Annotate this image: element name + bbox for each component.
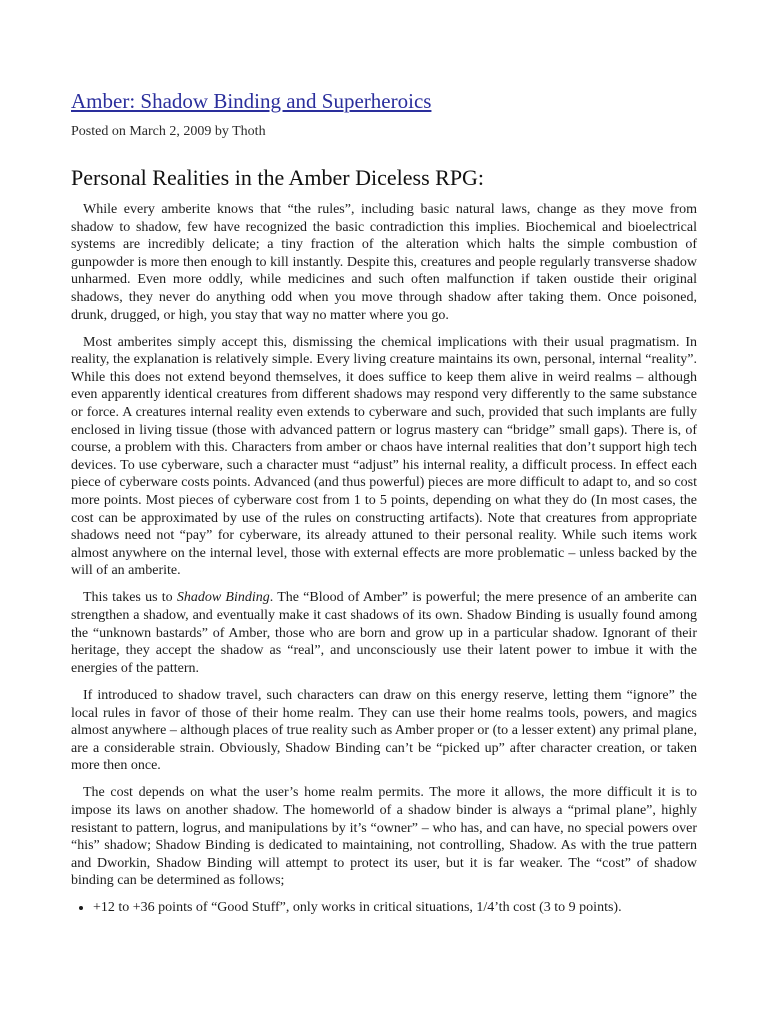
post-title-link[interactable]: Amber: Shadow Binding and Superheroics xyxy=(71,89,432,113)
paragraph-3-rest: . The “Blood of Amber” is powerful; the mere presence of an amberite can strengthen a shadow, and eventually make it cast shadows of its own. Shadow Binding is usually found among the “unknown bastards” of Amber, those who are born and grow up in a particular shadow. Ignorant of their heritage, they accept the shadow as “real”, and unconsciously use their latent power to imbue it with the energies of the pattern. xyxy=(71,590,698,676)
shadow-binding-term: Shadow Binding xyxy=(176,590,270,606)
list-item: • +12 to +36 points of “Good Stuff”, only works in critical situations, 1/4’th cost (3 to 9 points). xyxy=(93,899,697,917)
paragraph-3-start: This takes us to xyxy=(83,590,177,606)
cost-list xyxy=(71,899,697,917)
paragraph-4: If introduced to shadow travel, such characters can draw on this energy reserve, letting them “ignore” the local rules in favor of those of their home realm. They can use their home realms tools, powers, and magics almost anywhere – although places of true reality such as Amber proper or (to a lesser extent) any primal plane, are a considerable strain. Obviously, Shadow Binding can’t be “picked up” after character creation, or taken more then once. xyxy=(71,687,697,774)
post-title xyxy=(71,86,697,116)
section-heading: Personal Realities in the Amber Diceless RPG: xyxy=(71,165,485,190)
paragraph-3 xyxy=(71,589,697,677)
article-body xyxy=(71,201,697,917)
paragraph-1: While every amberite knows that “the rules”, including basic natural laws, change as they move from shadow to shadow, few have recognized the basic contradiction this implies. Biochemical and bioelectrical systems are incredibly delicate; a tiny fraction of the alteration which halts the simple combustion of gunpowder is more then enough to kill instantly. Despite this, creatures and people regularly transverse shadow unharmed. Even more oddly, while medicines and such often malfunction if taken oustide their original shadows, they never do anything odd when you move through shadow after taking them. Once poisoned, drunk, drugged, or high, you stay that way no matter where you go. xyxy=(71,202,697,323)
post-meta: Posted on March 2, 2009 by Thoth xyxy=(71,124,266,139)
paragraph-5: The cost depends on what the user’s home realm permits. The more it allows, the more difficult it is to impose its laws on another shadow. The homeworld of a shadow binder is always a “primal plane”, highly resistant to pattern, logrus, and manipulations by it’s “owner” – who has, and can have, no special powers over “his” shadow; Shadow Binding is dedicated to maintaining, not controlling, Shadow. As with the true pattern and Dworkin, Shadow Binding will attempt to protect its user, but it is far weaker. The “cost” of shadow binding can be determined as follows; xyxy=(71,785,697,889)
paragraph-2: Most amberites simply accept this, dismissing the chemical implications with their usual pragmatism. In reality, the explanation is relatively simple. Every living creature maintains its own, personal, internal “reality”. While this does not extend beyond themselves, it does suffice to keep them alive in weird realms – although even apparently identical creatures from different shadows may respond very differently to the same substance or force. A creatures internal reality even extends to cyberware and such, provided that such implants are fully enclosed in living tissue (those with advanced pattern or logrus mastery can “bridge” small gaps). There is, of course, a problem with this. Characters from amber or chaos have internal realities that don’t support high tech devices. To use cyberware, such a character must “adjust” his internal reality, a difficult process. In effect each piece of cyberware costs points. Advanced (and thus powerful) pieces are more difficult to adapt to, and so cost more points. Most pieces of cyberware cost from 1 to 5 points, depending on what they do (In most cases, the cost can be approximated by use of the rules on constructing artifacts). Note that creatures from appropriate shadows need not “pay” for cyberware, its already attuned to their personal reality. While such items work almost anywhere on the internal level, those with external effects are more problematic – unless backed by the will of an amberite. xyxy=(71,334,697,579)
article xyxy=(71,86,697,917)
